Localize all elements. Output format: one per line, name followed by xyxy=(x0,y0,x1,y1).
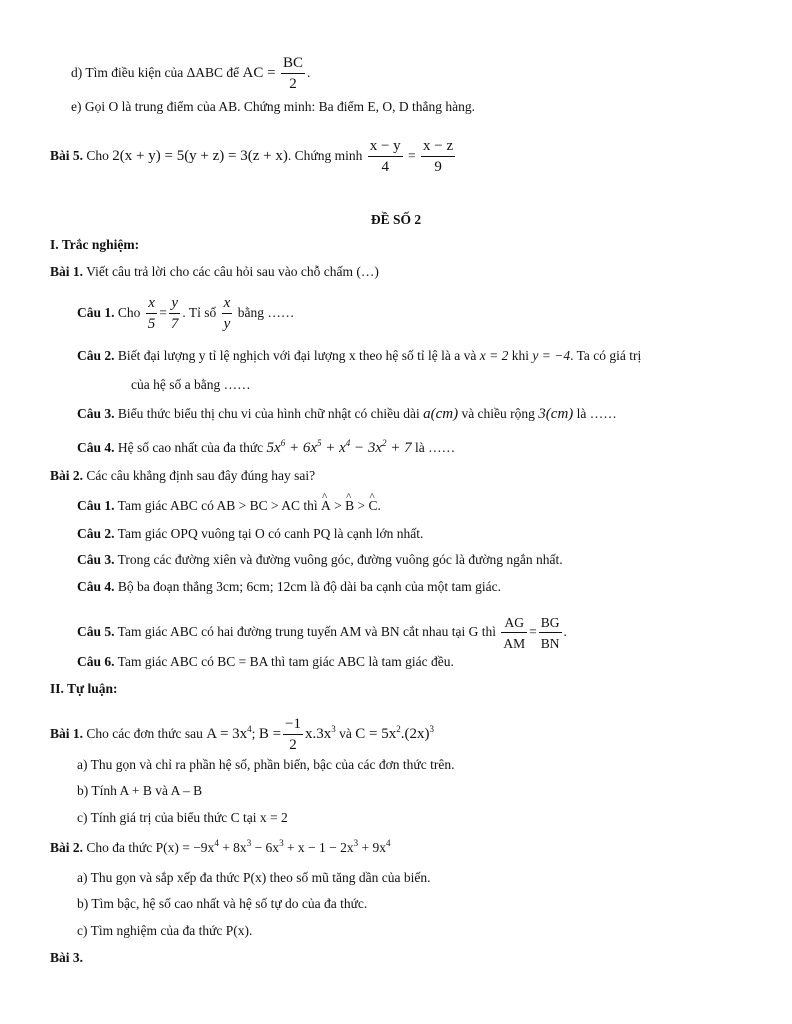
statement-3 xyxy=(77,552,563,568)
exercise-label: Bài 5. xyxy=(50,148,84,164)
part-d-expr: AC = xyxy=(242,65,276,82)
fraction-x-y xyxy=(222,296,233,332)
question-label: Câu 3. xyxy=(77,406,115,421)
period: . xyxy=(563,624,567,640)
fraction-ag-am xyxy=(501,615,527,651)
expr-x: x = 2 xyxy=(479,348,509,363)
conjunction: và xyxy=(339,726,352,742)
essay-exercise-2 xyxy=(50,840,391,856)
exercise-5-mid: . Chứng minh xyxy=(287,148,363,164)
essay-exercise-1 xyxy=(50,717,434,753)
fraction-x-5 xyxy=(146,296,158,332)
denominator: 5 xyxy=(147,316,156,332)
denominator: 2 xyxy=(289,76,297,92)
denominator: 4 xyxy=(381,159,389,175)
expr-length: a(cm) xyxy=(423,406,459,422)
monomial-c: $C = 5x^2.(2x)^3$ xyxy=(355,724,434,743)
question-2 xyxy=(77,348,641,364)
exercise-label: Bài 2. xyxy=(50,840,84,855)
fraction-y-7 xyxy=(169,296,181,332)
monomial-a: $A = 3x^4$ xyxy=(206,724,252,743)
expr-y: y = −4 xyxy=(532,348,571,363)
part-d xyxy=(71,56,310,92)
section-2-heading: II. Tự luận: xyxy=(50,681,118,696)
denominator: BN xyxy=(540,636,560,651)
question-1 xyxy=(77,296,294,332)
polynomial-p: $P(x) = -9x^4 + 8x^3 - 6x^3 + x - 1 - 2x^3 + 9x^4$ xyxy=(155,838,391,855)
numerator: BC xyxy=(281,56,305,74)
question-label: Câu 5. xyxy=(77,624,115,640)
exercise-text: Các câu khẳng định sau đây đúng hay sai? xyxy=(86,468,316,483)
fraction-bg-bn xyxy=(539,615,562,651)
greater-than: > xyxy=(334,498,342,513)
greater-than: > xyxy=(357,498,366,513)
exercise-label: Bài 2. xyxy=(50,468,84,483)
term: + 9x xyxy=(361,840,387,855)
question-label: Câu 2. xyxy=(77,348,115,363)
exercise-5 xyxy=(50,139,457,175)
essay-2b: b) Tìm bậc, hệ số cao nhất và hệ số tự do của đa thức. xyxy=(77,896,368,911)
statement-6 xyxy=(77,654,454,670)
question-label: Câu 1. xyxy=(77,498,115,513)
question-text: Tam giác ABC có BC = BA thì tam giác ABC là tam giác đều. xyxy=(117,654,454,669)
question-text: Tam giác ABC có AB > BC > AC thì xyxy=(117,498,318,513)
polynomial: $5x^6 + 6x^5 + x^4 - 3x^2 + 7$ xyxy=(266,438,412,456)
essay-1c: c) Tính giá trị của biểu thức C tại x = 2 xyxy=(77,810,288,825)
expr-width: 3(cm) xyxy=(538,406,574,422)
question-label: Câu 4. xyxy=(77,579,115,594)
equals: = xyxy=(529,624,537,640)
equals: = xyxy=(159,305,167,321)
question-3 xyxy=(77,406,617,422)
numerator: x xyxy=(146,296,158,314)
part1-exercise-1 xyxy=(50,264,379,280)
question-label: Câu 3. xyxy=(77,552,115,567)
question-text: Biết đại lượng y tỉ lệ nghịch với đại lượng x theo hệ số tỉ lệ là a và xyxy=(117,348,477,363)
equals: = xyxy=(408,148,416,164)
term: + 8x xyxy=(222,840,247,855)
fraction-2 xyxy=(421,139,455,175)
section-1-heading: I. Trắc nghiệm: xyxy=(50,237,140,252)
denominator: y xyxy=(223,316,231,332)
part-d-text: d) Tìm điều kiện của ΔABC để xyxy=(71,65,240,81)
question-tail: . Ta có giá trị xyxy=(570,348,642,363)
period: . xyxy=(377,498,381,513)
monomial-a-text: A = 3x xyxy=(206,726,248,743)
numerator: y xyxy=(169,296,181,314)
angle-a: ^ A xyxy=(321,498,331,514)
exercise-text: Viết câu trả lời cho các câu hỏi sau vào chỗ chấm (…) xyxy=(86,264,379,279)
exercise-text: Cho đa thức xyxy=(86,840,153,855)
question-text: Hệ số cao nhất của đa thức xyxy=(117,440,264,455)
essay-1a: a) Thu gọn và chỉ ra phần hệ số, phần biến, bậc của các đơn thức trên. xyxy=(77,757,455,772)
section-title: ĐỀ SỐ 2 xyxy=(370,212,422,227)
question-text: Bộ ba đoạn thẳng 3cm; 6cm; 12cm là độ dài ba cạnh của một tam giác. xyxy=(117,579,502,594)
question-text: Tam giác OPQ vuông tại O có canh PQ là cạnh lớn nhất. xyxy=(117,526,424,541)
question-tail: là …… xyxy=(576,406,617,421)
exercise-text: Cho xyxy=(86,148,109,164)
exercise-label: Bài 1. xyxy=(50,726,84,742)
essay-2c: c) Tìm nghiệm của đa thức P(x). xyxy=(77,923,253,938)
denominator: AM xyxy=(503,636,526,651)
part-e: e) Gọi O là trung điểm của AB. Chứng minh: Ba điểm E, O, D thẳng hàng. xyxy=(71,99,476,114)
term: − 6x xyxy=(254,840,280,855)
essay-exercise-3: Bài 3. xyxy=(50,950,84,965)
question-text: Trong các đường xiên và đường vuông góc, đường vuông góc là đường ngắn nhất. xyxy=(117,552,563,567)
question-mid: và chiều rộng xyxy=(461,406,535,421)
question-label: Câu 4. xyxy=(77,440,115,455)
statement-5 xyxy=(77,615,567,651)
question-tail: bằng …… xyxy=(237,305,295,321)
monomial-b-text: x.3x xyxy=(305,726,332,743)
monomial-c-tail: .(2x) xyxy=(400,726,430,743)
monomial-b-tail: $x.3x^3$ xyxy=(305,724,336,743)
question-label: Câu 6. xyxy=(77,654,115,669)
numerator: x xyxy=(222,296,233,314)
numerator: AG xyxy=(501,615,527,633)
term: + x − 1 − 2x xyxy=(286,840,354,855)
fraction-1 xyxy=(368,139,403,175)
exercise-5-expr: 2(x + y) = 5(y + z) = 3(z + x) xyxy=(112,148,288,165)
numerator: x − y xyxy=(368,139,403,157)
question-label: Câu 2. xyxy=(77,526,115,541)
question-4 xyxy=(77,440,455,456)
period: . xyxy=(306,65,311,81)
question-label: Câu 1. xyxy=(77,305,115,321)
question-mid: khi xyxy=(511,348,529,363)
exercise-label: Bài 1. xyxy=(50,264,84,279)
statement-1 xyxy=(77,498,381,514)
numerator: −1 xyxy=(283,717,303,735)
fraction-bc-2 xyxy=(281,56,305,92)
question-2-cont: của hệ số a bằng …… xyxy=(131,377,251,392)
exercise-text: Cho các đơn thức sau xyxy=(86,726,203,742)
term: P(x) = −9x xyxy=(155,840,215,855)
numerator: BG xyxy=(539,615,562,633)
separator: ; xyxy=(251,726,256,742)
monomial-c-text: C = 5x xyxy=(355,726,397,743)
denominator: 7 xyxy=(170,316,179,332)
question-text: Cho xyxy=(117,305,141,321)
question-mid: . Tỉ số xyxy=(182,305,217,321)
essay-2a: a) Thu gọn và sắp xếp đa thức P(x) theo số mũ tăng dần của biến. xyxy=(77,870,431,885)
part1-exercise-2 xyxy=(50,468,315,484)
question-text: Biểu thức biểu thị chu vi của hình chữ nhật có chiều dài xyxy=(117,406,420,421)
denominator: 9 xyxy=(434,159,442,175)
monomial-b-label: B = xyxy=(258,726,282,743)
angle-b: ^ B xyxy=(345,498,354,514)
statement-4 xyxy=(77,579,501,595)
question-text: Tam giác ABC có hai đường trung tuyến AM và BN cắt nhau tại G thì xyxy=(117,624,496,640)
numerator: x − z xyxy=(421,139,455,157)
fraction-minus-half xyxy=(283,717,303,753)
denominator: 2 xyxy=(289,737,297,753)
angle-c: ^ C xyxy=(368,498,377,514)
essay-1b: b) Tính A + B và A – B xyxy=(77,783,203,798)
question-tail: là …… xyxy=(415,440,456,455)
statement-2 xyxy=(77,526,423,542)
